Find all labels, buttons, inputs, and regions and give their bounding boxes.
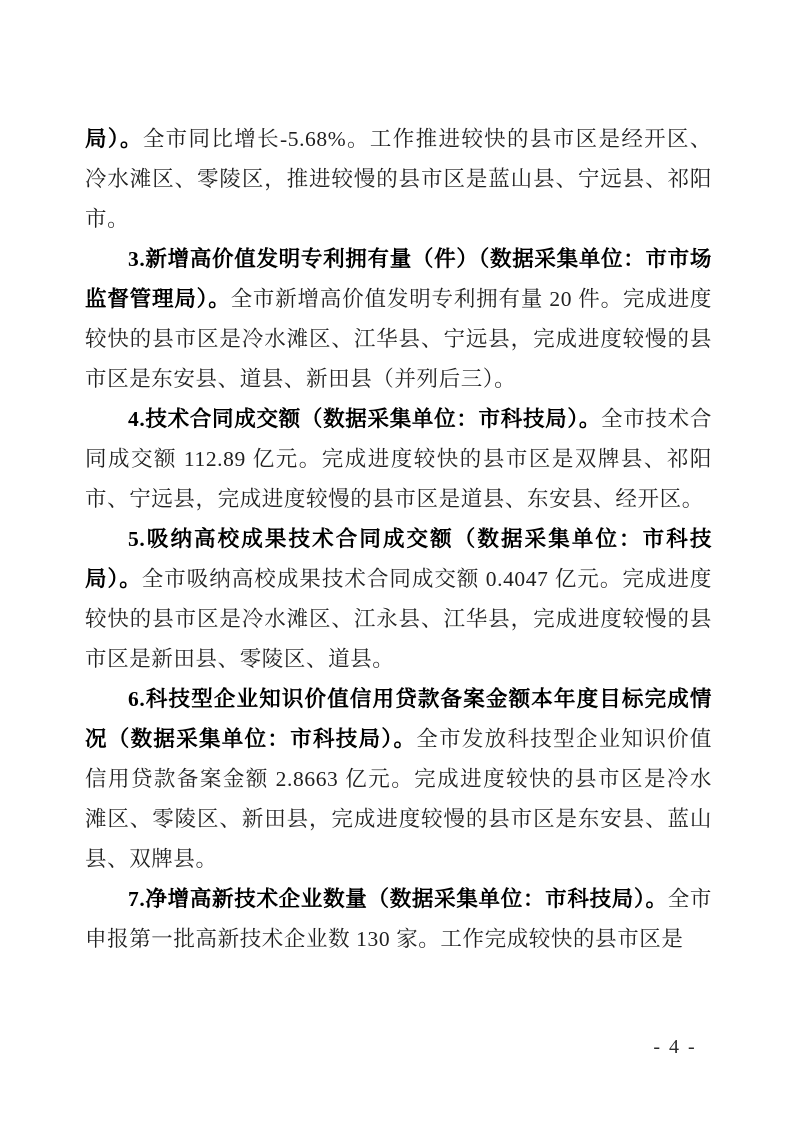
paragraph-text: 全市新增高价值发明专利拥有量 20 件。完成进度较快的县市区是冷水滩区、江华县、宁远县，完成进度较慢的县市区是东安县、道县、新田县（并列后三）。 xyxy=(85,287,713,391)
paragraph-heading: 3.新增高价值发明专利拥有量（件）（数据采集单位：市市场监督管理局）。 xyxy=(85,247,712,311)
paragraph-text: 全市同比增长-5.68%。工作推进较快的县市区是经开区、冷水滩区、零陵区，推进较慢的县市区是蓝山县、宁远县、祁阳市。 xyxy=(85,127,712,231)
report-paragraph xyxy=(85,879,712,959)
paragraph-heading: 6.科技型企业知识价值信用贷款备案金额本年度目标完成情况（数据采集单位：市科技局）。 xyxy=(85,687,712,751)
paragraph-text: 全市发放科技型企业知识价值信用贷款备案金额 2.8663 亿元。完成进度较快的县市区是冷水滩区、零陵区、新田县，完成进度较慢的县市区是东安县、蓝山县、双牌县。 xyxy=(85,727,712,871)
report-paragraph xyxy=(85,679,712,879)
paragraph-text: 全市技术合同成交额 112.89 亿元。完成进度较快的县市区是双牌县、祁阳市、宁远县，完成进度较慢的县市区是道县、东安县、经开区。 xyxy=(85,407,712,511)
document-body xyxy=(85,119,712,959)
paragraph-heading: 4.技术合同成交额（数据采集单位：市科技局）。 xyxy=(128,407,602,431)
paragraph-text: 全市申报第一批高新技术企业数 130 家。工作完成较快的县市区是 xyxy=(85,887,712,951)
report-paragraph xyxy=(85,399,712,519)
paragraph-text: 全市吸纳高校成果技术合同成交额 0.4047 亿元。完成进度较快的县市区是冷水滩区、江永县、江华县，完成进度较慢的县市区是新田县、零陵区、道县。 xyxy=(85,567,712,671)
report-paragraph xyxy=(85,119,712,239)
paragraph-heading: 5.吸纳高校成果技术合同成交额（数据采集单位：市科技局）。 xyxy=(85,527,712,591)
report-paragraph xyxy=(85,239,712,399)
paragraph-heading: 7.净增高新技术企业数量（数据采集单位：市科技局）。 xyxy=(128,887,668,911)
paragraph-heading: 局）。 xyxy=(85,127,143,151)
page-number: - 4 - xyxy=(653,1036,697,1058)
report-paragraph xyxy=(85,519,712,679)
